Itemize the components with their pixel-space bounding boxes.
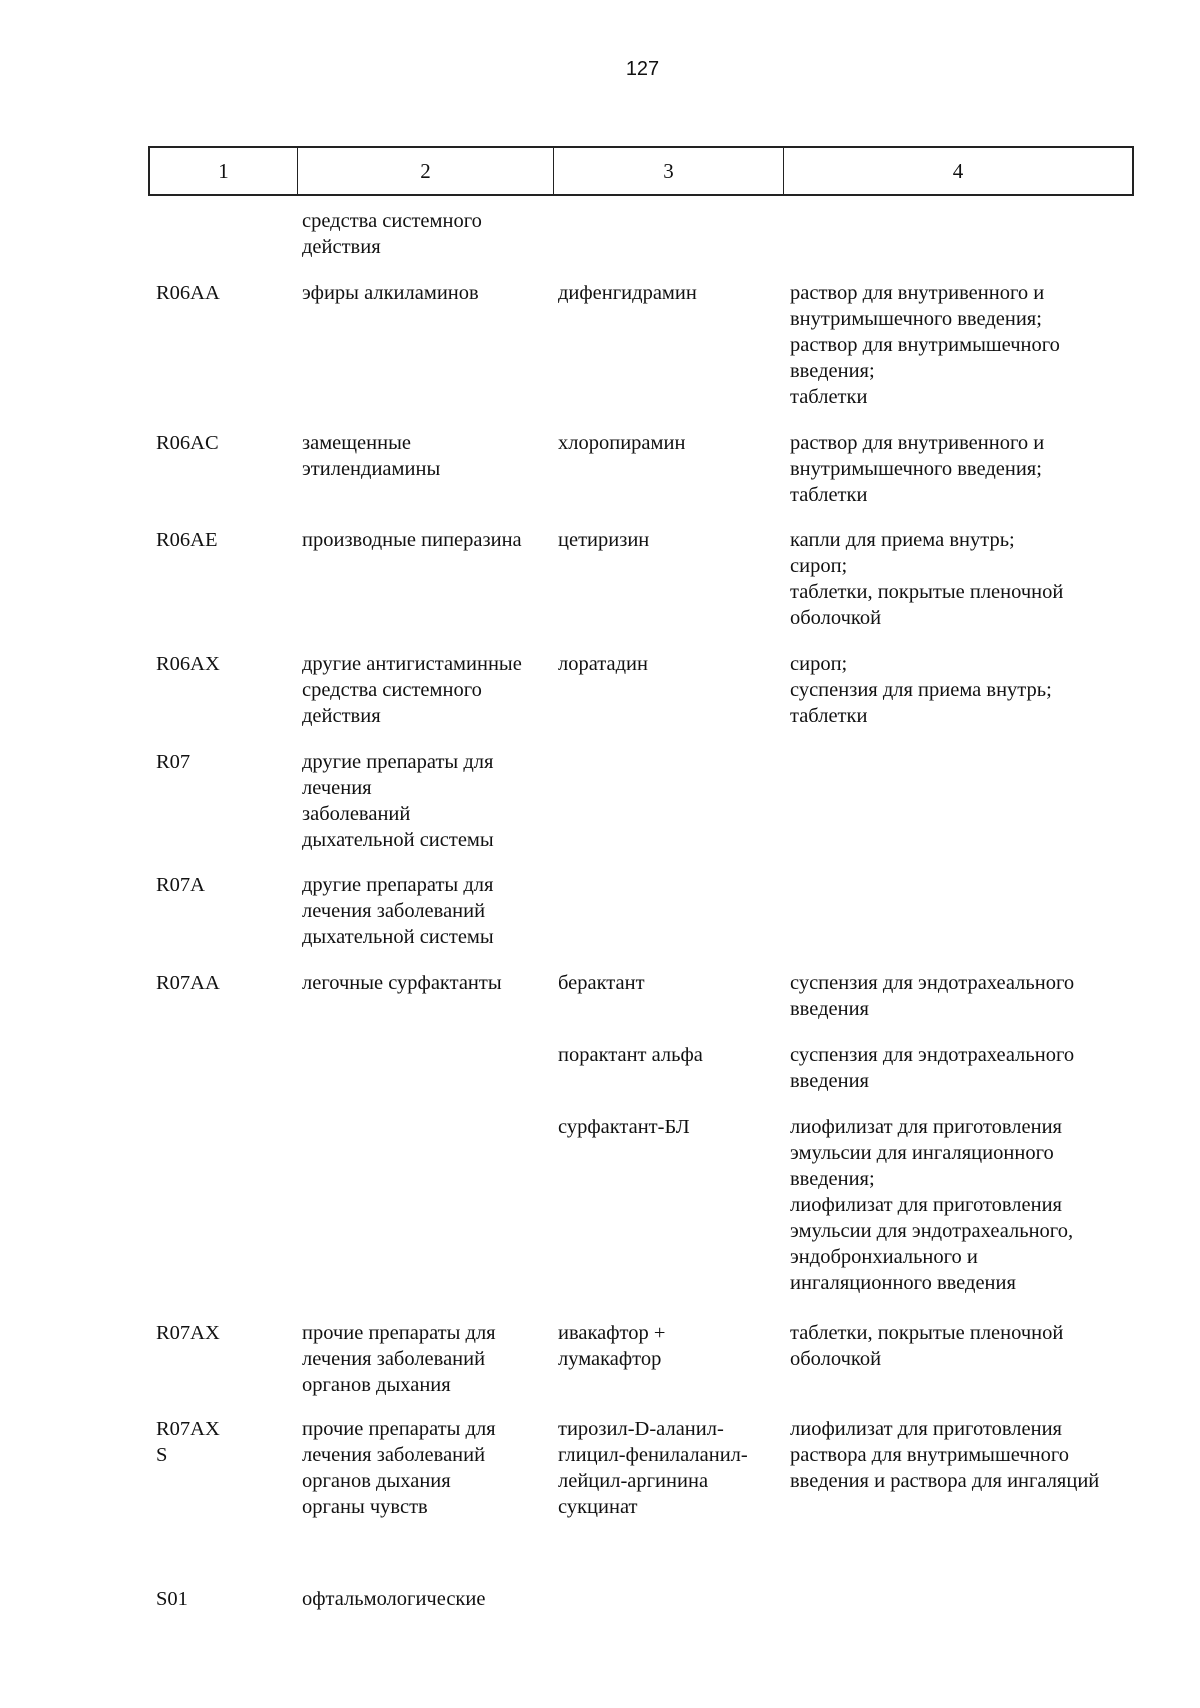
group-name: средства системного действия <box>302 210 482 258</box>
header-col-3: 3 <box>554 148 784 194</box>
group-name: эфиры алкиламинов <box>302 282 479 304</box>
page-number: 127 <box>625 58 660 80</box>
group-name: замещенные этилендиамины <box>302 432 441 480</box>
dosage-form: раствор для внутривенного и внутримышечного введения; раствор для внутримышечного введения; таблетки <box>790 282 1060 408</box>
substance-name: сурфактант-БЛ <box>558 1116 690 1138</box>
atc-code: R07AX <box>156 1322 220 1344</box>
substance-name: ивакафтор + лумакафтор <box>558 1322 666 1370</box>
group-name: легочные сурфактанты <box>302 972 502 994</box>
substance-name: лоратадин <box>558 653 648 675</box>
dosage-form: сироп; суспензия для приема внутрь; таблетки <box>790 653 1052 727</box>
group-name: производные пиперазина <box>302 529 522 551</box>
group-name: офтальмологические <box>302 1588 486 1610</box>
group-name: прочие препараты для лечения заболеваний органов дыхания органы чувств <box>302 1418 496 1518</box>
atc-code: R06AE <box>156 529 218 551</box>
atc-code: R06AX <box>156 653 220 675</box>
dosage-form: суспензия для эндотрахеального введения <box>790 972 1075 1020</box>
group-name: прочие препараты для лечения заболеваний органов дыхания <box>302 1322 496 1396</box>
substance-name: берактант <box>558 972 645 994</box>
dosage-form: таблетки, покрытые пленочной оболочкой <box>790 1322 1064 1370</box>
group-name: другие антигистаминные средства системного действия <box>302 653 522 727</box>
dosage-form: лиофилизат для приготовления эмульсии для ингаляционного введения; лиофилизат для приготовления эмульсии для эндотрахеального, эндобронхиального и ингаляционного введения <box>790 1116 1074 1294</box>
substance-name: порактант альфа <box>558 1044 703 1066</box>
atc-code: R06AC <box>156 432 219 454</box>
substance-name: цетиризин <box>558 529 650 551</box>
atc-code: S01 <box>156 1588 188 1610</box>
dosage-form: лиофилизат для приготовления раствора для внутримышечного введения и раствора для ингаляций <box>790 1418 1100 1492</box>
header-col-1: 1 <box>150 148 298 194</box>
substance-name: хлоропирамин <box>558 432 686 454</box>
dosage-form: раствор для внутривенного и внутримышечного введения; таблетки <box>790 432 1045 506</box>
atc-code: R07 <box>156 751 191 773</box>
atc-code: R07AX S <box>156 1418 220 1466</box>
header-col-2: 2 <box>298 148 554 194</box>
group-name: другие препараты для лечения заболеваний дыхательной системы <box>302 874 494 948</box>
atc-code: R07A <box>156 874 205 896</box>
dosage-form: суспензия для эндотрахеального введения <box>790 1044 1075 1092</box>
header-col-4: 4 <box>952 158 964 183</box>
substance-name: тирозил-D-аланил- глицил-фенилаланил- лейцил-аргинина сукцинат <box>558 1418 748 1518</box>
substance-name: дифенгидрамин <box>558 282 697 304</box>
group-name: другие препараты для лечения заболеваний дыхательной системы <box>302 751 494 851</box>
atc-code: R07AA <box>156 972 220 994</box>
atc-code: R06AA <box>156 282 220 304</box>
dosage-form: капли для приема внутрь; сироп; таблетки, покрытые пленочной оболочкой <box>790 529 1064 629</box>
